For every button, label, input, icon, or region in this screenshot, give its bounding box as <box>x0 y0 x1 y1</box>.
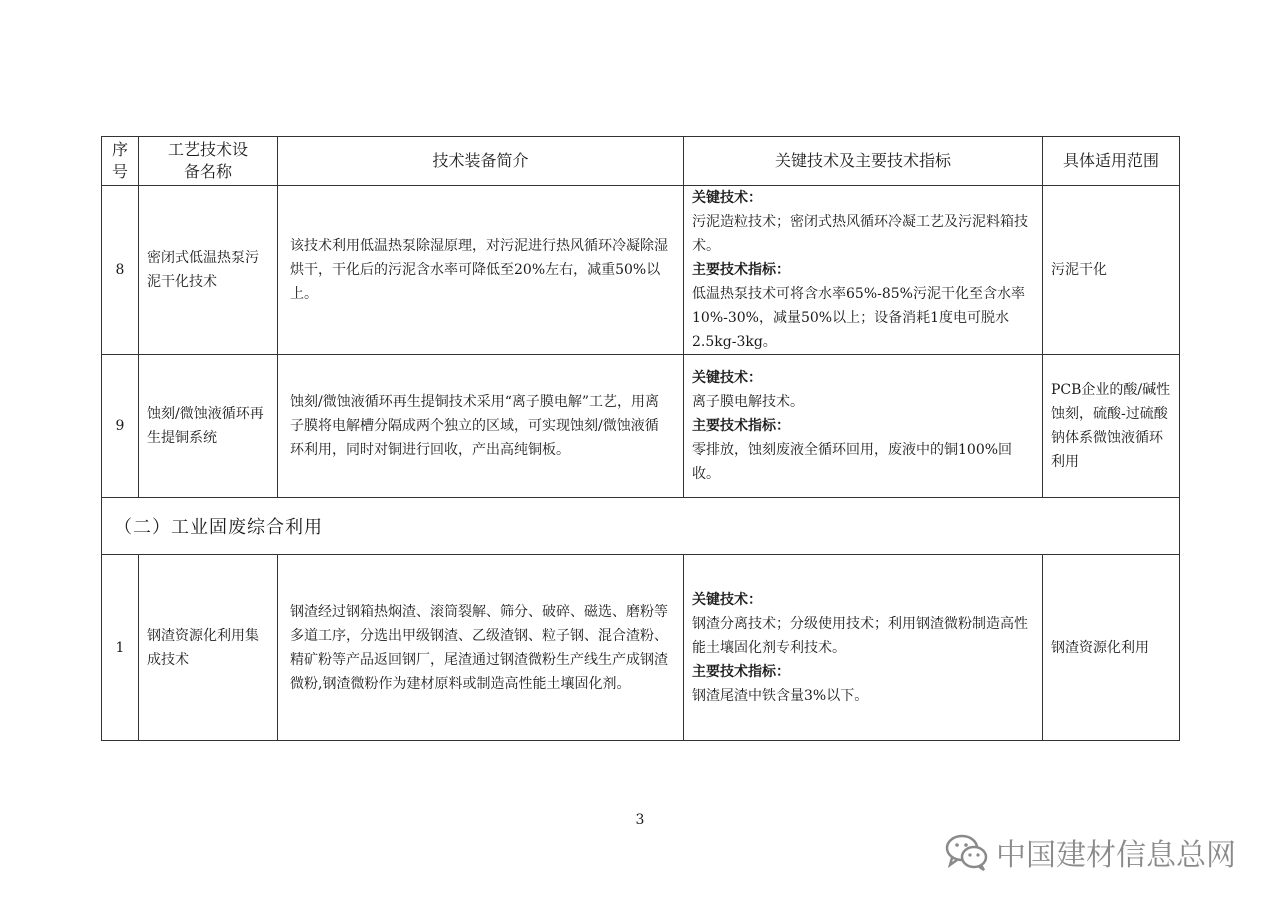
row-name: 钢渣资源化利用集成技术 <box>139 555 278 741</box>
key-tech-label: 关键技术： <box>692 190 762 206</box>
technology-table <box>101 136 1180 741</box>
key-tech-text: 离子膜电解技术。 <box>692 394 804 410</box>
row-key-tech <box>684 186 1043 355</box>
main-index-text: 低温热泵技术可将含水率65%-85%污泥干化至含水率10%-30%，减量50%以上；设备消耗1度电可脱水2.5kg-3kg。 <box>692 286 1025 350</box>
section-title: （二）工业固废综合利用 <box>102 498 1180 555</box>
row-no: 1 <box>102 555 139 741</box>
header-scope: 具体适用范围 <box>1043 137 1180 186</box>
row-no: 9 <box>102 355 139 498</box>
row-name: 蚀刻/微蚀液循环再生提铜系统 <box>139 355 278 498</box>
row-name: 密闭式低温热泵污泥干化技术 <box>139 186 278 355</box>
row-scope: 钢渣资源化利用 <box>1043 555 1180 741</box>
header-intro: 技术装备简介 <box>278 137 684 186</box>
main-index-label: 主要技术指标： <box>692 418 790 434</box>
watermark-text: 中国建材信息总网 <box>996 838 1236 873</box>
row-key-tech <box>684 355 1043 498</box>
row-key-tech <box>684 555 1043 741</box>
key-tech-text: 污泥造粒技术；密闭式热风循环冷凝工艺及污泥料箱技术。 <box>692 214 1028 254</box>
section-row <box>102 498 1180 555</box>
row-scope: PCB企业的酸/碱性蚀刻，硫酸-过硫酸钠体系微蚀液循环利用 <box>1043 355 1180 498</box>
page-number: 3 <box>635 812 645 828</box>
key-tech-text: 钢渣分离技术；分级使用技术；利用钢渣微粉制造高性能土壤固化剂专利技术。 <box>692 615 1028 656</box>
table-header-row <box>102 137 1180 186</box>
watermark <box>944 830 1236 874</box>
row-intro: 钢渣经过钢箱热焖渣、滚筒裂解、筛分、破碎、磁选、磨粉等多道工序，分选出甲级钢渣、乙级渣钢、粒子钢、混合渣粉、精矿粉等产品返回钢厂，尾渣通过钢渣微粉生产线生产成钢渣微粉,钢渣微粉作为建材原料或制造高性能土壤固化剂。 <box>278 555 684 741</box>
header-no: 序号 <box>102 137 139 186</box>
main-index-label: 主要技术指标： <box>692 262 790 278</box>
main-index-text: 零排放，蚀刻废液全循环回用，废液中的铜100%回收。 <box>692 442 1013 482</box>
key-tech-label: 关键技术： <box>692 591 762 608</box>
main-index-text: 钢渣尾渣中铁含量3%以下。 <box>692 687 869 704</box>
key-tech-label: 关键技术： <box>692 370 762 386</box>
table-row <box>102 555 1180 741</box>
header-key: 关键技术及主要技术指标 <box>684 137 1043 186</box>
table-row <box>102 186 1180 355</box>
table-row <box>102 355 1180 498</box>
row-intro: 蚀刻/微蚀液循环再生提铜技术采用“离子膜电解”工艺，用离子膜将电解槽分隔成两个独立的区域，可实现蚀刻/微蚀液循环利用，同时对铜进行回收，产出高纯铜板。 <box>278 355 684 498</box>
row-no: 8 <box>102 186 139 355</box>
header-name: 工艺技术设备名称 <box>139 137 278 186</box>
row-intro: 该技术利用低温热泵除湿原理，对污泥进行热风循环冷凝除湿烘干，干化后的污泥含水率可降低至20%左右，减重50%以上。 <box>278 186 684 355</box>
wechat-icon <box>944 832 990 872</box>
main-index-label: 主要技术指标： <box>692 663 790 680</box>
row-scope: 污泥干化 <box>1043 186 1180 355</box>
